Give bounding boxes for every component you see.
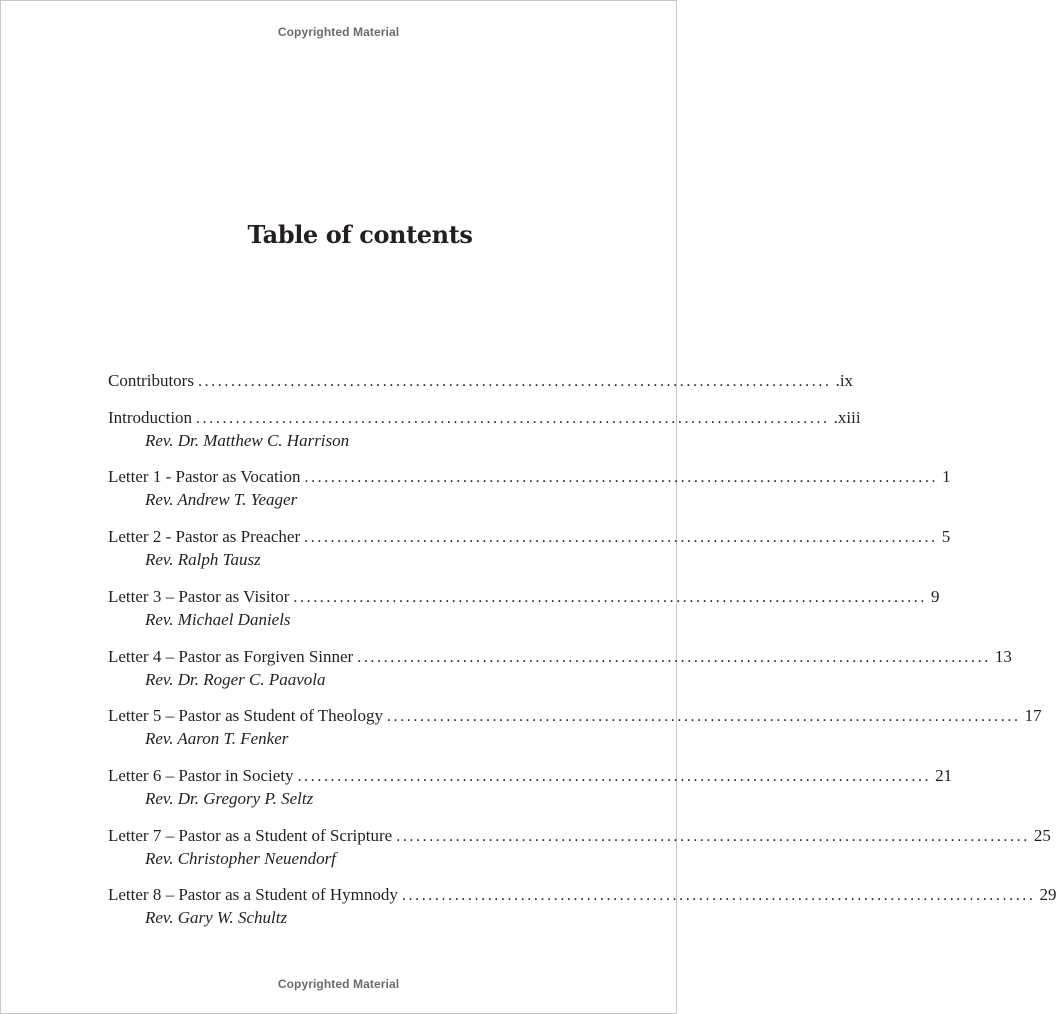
toc-entry-author: Rev. Dr. Matthew C. Harrison xyxy=(145,431,350,450)
toc-entry xyxy=(108,370,854,393)
toc-leader-dots: ................................................................................................ xyxy=(293,589,927,606)
toc-entry-author: Rev. Ralph Tausz xyxy=(145,550,261,569)
toc-entry xyxy=(108,466,951,511)
toc-entry-label: Letter 4 – Pastor as Forgiven Sinner xyxy=(108,647,354,666)
toc-entry xyxy=(108,705,1042,750)
toc-page-number: 5 xyxy=(941,527,951,546)
toc-leader-dots: ................................................................................................ xyxy=(396,828,1030,845)
toc-entry-label: Letter 3 – Pastor as Visitor xyxy=(108,587,290,606)
toc-entry-author: Rev. Christopher Neuendorf xyxy=(145,849,336,868)
toc-page-number: 13 xyxy=(994,647,1012,666)
toc-page-number: .xiii xyxy=(833,408,861,427)
toc-entry-label: Letter 5 – Pastor as Student of Theology xyxy=(108,706,383,725)
toc-entry xyxy=(108,586,940,631)
toc-entry-label: Letter 1 - Pastor as Vocation xyxy=(108,467,301,486)
toc-leader-dots: ................................................................................................ xyxy=(297,768,932,785)
toc-entry-author: Rev. Andrew T. Yeager xyxy=(145,490,298,509)
toc-entry-author: Rev. Aaron T. Fenker xyxy=(145,729,289,748)
toc-leader-dots: ................................................................................................ xyxy=(304,529,938,546)
toc-entry xyxy=(108,407,861,452)
toc-page-number: .ix xyxy=(835,371,854,390)
toc-page-number: 17 xyxy=(1024,706,1042,725)
toc-leader-dots: ................................................................................................ xyxy=(357,649,991,666)
toc-entry-label: Introduction xyxy=(108,408,193,427)
toc-leader-dots: ................................................................................................ xyxy=(304,469,939,486)
toc-entry xyxy=(108,825,1051,870)
toc-entry xyxy=(108,526,951,571)
toc-page-number: 29 xyxy=(1039,885,1057,904)
toc-entry-label: Letter 8 – Pastor as a Student of Hymnody xyxy=(108,885,398,904)
toc-entry-label: Contributors xyxy=(108,371,194,390)
toc-entry-label: Letter 7 – Pastor as a Student of Scripture xyxy=(108,826,393,845)
toc-leader-dots: ................................................................................................ xyxy=(401,887,1036,904)
toc-entry xyxy=(108,765,953,810)
toc-entry xyxy=(108,884,1057,929)
toc-page-number: 9 xyxy=(931,587,940,606)
toc-page-number: 1 xyxy=(942,467,951,486)
toc-leader-dots: ................................................................................................ xyxy=(386,708,1021,725)
toc-entry-label: Letter 2 - Pastor as Preacher xyxy=(108,527,301,546)
toc-entry-author: Rev. Dr. Gregory P. Seltz xyxy=(145,789,314,808)
toc-entry-author: Rev. Gary W. Schultz xyxy=(145,908,288,927)
toc-leader-dots: ................................................................................................ xyxy=(196,410,830,427)
toc-entry-author: Rev. Michael Daniels xyxy=(145,610,291,629)
toc-entry xyxy=(108,646,1012,691)
toc-entry-label: Letter 6 – Pastor in Society xyxy=(108,766,294,785)
toc-entry-author: Rev. Dr. Roger C. Paavola xyxy=(145,670,326,689)
toc-page-number: 21 xyxy=(935,766,953,785)
copyright-notice-top: Copyrighted Material xyxy=(277,25,400,39)
toc-page-number: 25 xyxy=(1033,826,1051,845)
page-title: Table of contents xyxy=(247,220,473,249)
copyright-notice-bottom: Copyrighted Material xyxy=(277,977,400,991)
toc-leader-dots: ................................................................................................ xyxy=(197,373,832,390)
